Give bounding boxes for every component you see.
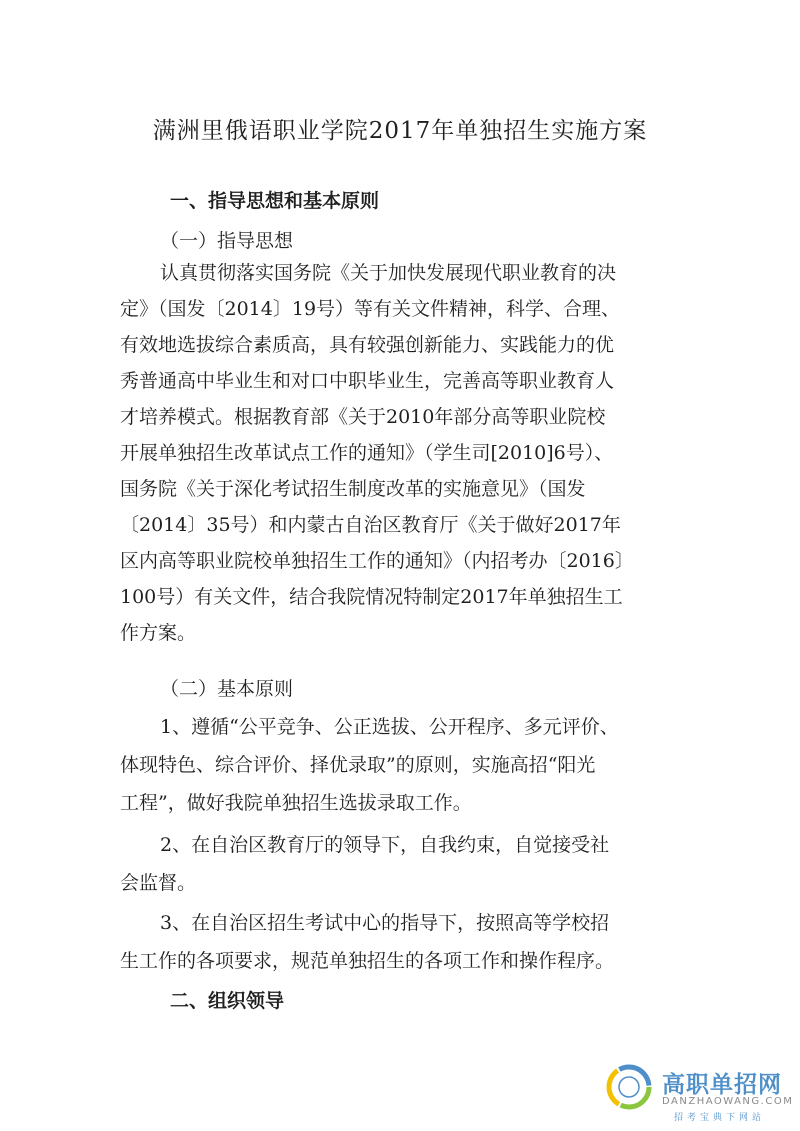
paragraph-line: 有效地选拔综合素质高，具有较强创新能力、实践能力的优 (120, 334, 615, 356)
paragraph-line: 会监督。 (120, 872, 197, 894)
paragraph-line: 3、在自治区招生考试中心的指导下，按照高等学校招 (160, 912, 610, 934)
circular-swirl-logo-icon (604, 1062, 654, 1112)
paragraph-line: 〔2014〕35号）和内蒙古自治区教育厅《关于做好2017年 (120, 514, 621, 536)
subsection-heading-1: （一）指导思想 (160, 230, 294, 252)
paragraph-line: 国务院《关于深化考试招生制度改革的实施意见》（国发 (120, 478, 586, 500)
section-heading-1: 一、指导思想和基本原则 (170, 190, 380, 212)
paragraph-line: 作方案。 (120, 622, 197, 644)
paragraph-line: 100号）有关文件，结合我院情况特制定2017年单独招生工 (120, 586, 623, 608)
paragraph-line: 体现特色、综合评价、择优录取”的原则，实施高招“阳光 (120, 754, 596, 776)
site-watermark-logo (604, 1062, 794, 1124)
paragraph-line: 秀普通高中毕业生和对口中职毕业生，完善高等职业教育人 (120, 370, 615, 392)
paragraph-line: 1、遵循“公平竞争、公正选拔、公开程序、多元评价、 (160, 716, 619, 738)
site-name: 高职单招网 (662, 1072, 782, 1098)
paragraph-line: 才培养模式。根据教育部《关于2010年部分高等职业院校 (120, 406, 606, 428)
site-url: DANZHAOWANG.COM (662, 1096, 794, 1107)
paragraph-line: 定》（国发〔2014〕19号）等有关文件精神，科学、合理、 (120, 298, 621, 320)
site-slogan: 招考宝典下网站 (674, 1113, 766, 1123)
paragraph-line: 2、在自治区教育厅的领导下，自我约束，自觉接受社 (160, 834, 610, 856)
paragraph-line: 工程”，做好我院单独招生选拔录取工作。 (120, 792, 472, 814)
paragraph-line: 认真贯彻落实国务院《关于加快发展现代职业教育的决 (160, 262, 617, 284)
subsection-heading-2: （二）基本原则 (160, 678, 294, 700)
paragraph-line: 生工作的各项要求，规范单独招生的各项工作和操作程序。 (120, 950, 615, 972)
document-title: 满洲里俄语职业学院2017年单独招生实施方案 (152, 118, 648, 144)
paragraph-line: 开展单独招生改革试点工作的通知》（学生司[2010]6号）、 (120, 442, 614, 464)
section-heading-2: 二、组织领导 (170, 990, 285, 1012)
paragraph-line: 区内高等职业院校单独招生工作的通知》（内招考办〔2016〕 (120, 550, 634, 572)
